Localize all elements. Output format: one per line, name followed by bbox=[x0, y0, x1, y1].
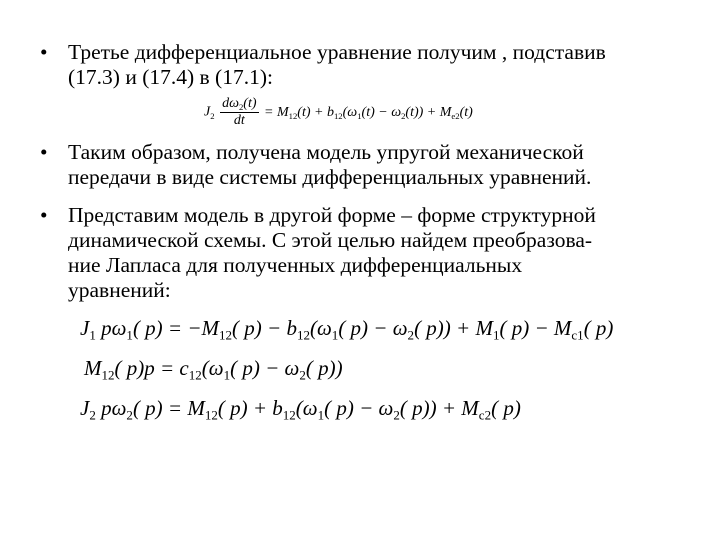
eq1-num-arg: (t) bbox=[243, 96, 257, 111]
eq2-term: ( p) − b bbox=[232, 316, 297, 340]
eq4-subscript: 2 bbox=[126, 407, 133, 423]
equation-2 bbox=[80, 316, 613, 344]
eq1-term: = M bbox=[264, 104, 289, 120]
bullet-1-line-1: Третье дифференциальное уравнение получим , подставив bbox=[68, 40, 606, 64]
eq1-subscript: 1 bbox=[357, 110, 362, 121]
eq2-subscript: 1 bbox=[89, 327, 96, 343]
bullet-1-line-2: (17.3) и (17.4) в (17.1): bbox=[68, 65, 273, 89]
eq1-fraction-numerator bbox=[220, 96, 258, 113]
eq1-subscript: 12 bbox=[333, 110, 343, 121]
bullet-1-text bbox=[68, 40, 698, 90]
eq1-lhs-J: J bbox=[204, 104, 211, 120]
eq4-subscript: 12 bbox=[204, 407, 218, 423]
eq4-subscript: 2 bbox=[393, 407, 400, 423]
bullet-2-text bbox=[68, 140, 698, 190]
eq1-term: (t)) + M bbox=[405, 104, 452, 120]
bullet-1-symbol: • bbox=[40, 40, 48, 64]
eq4-subscript: 12 bbox=[282, 407, 296, 423]
eq3-subscript: 12 bbox=[101, 367, 115, 383]
eq4-term: ( p)) + M bbox=[399, 396, 479, 420]
eq4-subscript: 1 bbox=[317, 407, 325, 423]
eq1-term: (ω bbox=[342, 104, 358, 120]
eq4-term: ( p) − ω bbox=[324, 396, 394, 420]
eq3-subscript: 2 bbox=[299, 367, 306, 383]
eq1-fraction-denominator: dt bbox=[233, 113, 245, 129]
eq2-subscript: 1 bbox=[126, 327, 133, 343]
bullet-3-line-4: уравнений: bbox=[68, 278, 171, 302]
bullet-3-line-3: ние Лапласа для полученных дифференциальных bbox=[68, 253, 523, 277]
bullet-3-line-1: Представим модель в другой форме – форме структурной bbox=[68, 203, 596, 227]
eq4-term: ( p) + b bbox=[217, 396, 283, 420]
eq2-term: (ω bbox=[309, 316, 332, 340]
eq1-fraction bbox=[220, 96, 258, 129]
equation-3 bbox=[84, 356, 343, 384]
eq3-term: ( p)) bbox=[305, 356, 343, 380]
eq1-term: (t) bbox=[459, 104, 473, 120]
eq1-term: (t) − ω bbox=[361, 104, 402, 120]
bullet-3-text bbox=[68, 203, 698, 303]
bullet-3-symbol: • bbox=[40, 203, 48, 227]
eq2-term: ( p) bbox=[583, 316, 614, 340]
bullet-2-symbol: • bbox=[40, 140, 48, 164]
eq2-subscript: 12 bbox=[219, 327, 233, 343]
eq1-rhs bbox=[264, 105, 473, 120]
eq1-subscript: 2 bbox=[401, 110, 406, 121]
eq2-subscript: 2 bbox=[407, 327, 415, 343]
eq2-subscript: 12 bbox=[296, 327, 310, 343]
eq4-term: (ω bbox=[295, 396, 318, 420]
eq1-term: (t) + b bbox=[297, 104, 334, 120]
equation-1 bbox=[204, 96, 473, 129]
equation-4 bbox=[80, 396, 521, 424]
eq2-subscript: c1 bbox=[571, 327, 584, 343]
eq2-term: ( p) − M bbox=[499, 316, 572, 340]
bullet-2-line-1: Таким образом, получена модель упругой механической bbox=[68, 140, 584, 164]
eq1-num-sub: 2 bbox=[238, 102, 244, 113]
eq2-subscript: 1 bbox=[492, 327, 500, 343]
eq3-term: ( p)p = c bbox=[114, 356, 189, 380]
eq4-subscript: 2 bbox=[89, 407, 96, 423]
eq1-subscript: e2 bbox=[451, 110, 460, 121]
eq1-num-d: dω bbox=[222, 96, 239, 111]
eq3-subscript: 1 bbox=[223, 367, 231, 383]
eq4-term: ( p) = M bbox=[132, 396, 205, 420]
eq2-term: pω bbox=[95, 316, 127, 340]
eq1-subscript: 12 bbox=[288, 110, 298, 121]
eq4-subscript: c2 bbox=[478, 407, 492, 423]
eq4-term: J bbox=[80, 396, 90, 420]
eq3-term: ( p) − ω bbox=[230, 356, 300, 380]
eq2-term: ( p)) + M bbox=[414, 316, 493, 340]
eq1-lhs-J-sub: 2 bbox=[210, 110, 215, 121]
eq2-term: J bbox=[80, 316, 90, 340]
eq3-term: (ω bbox=[201, 356, 224, 380]
eq2-term: ( p) = −M bbox=[132, 316, 220, 340]
eq3-term: M bbox=[84, 356, 102, 380]
eq2-subscript: 1 bbox=[331, 327, 339, 343]
eq2-term: ( p) − ω bbox=[338, 316, 408, 340]
bullet-2-line-2: передачи в виде системы дифференциальных уравнений. bbox=[68, 165, 592, 189]
eq4-term: pω bbox=[95, 396, 127, 420]
eq4-term: ( p) bbox=[491, 396, 521, 420]
bullet-3-line-2: динамической схемы. С этой целью найдем преобразова- bbox=[68, 228, 593, 252]
eq3-subscript: 12 bbox=[188, 367, 202, 383]
